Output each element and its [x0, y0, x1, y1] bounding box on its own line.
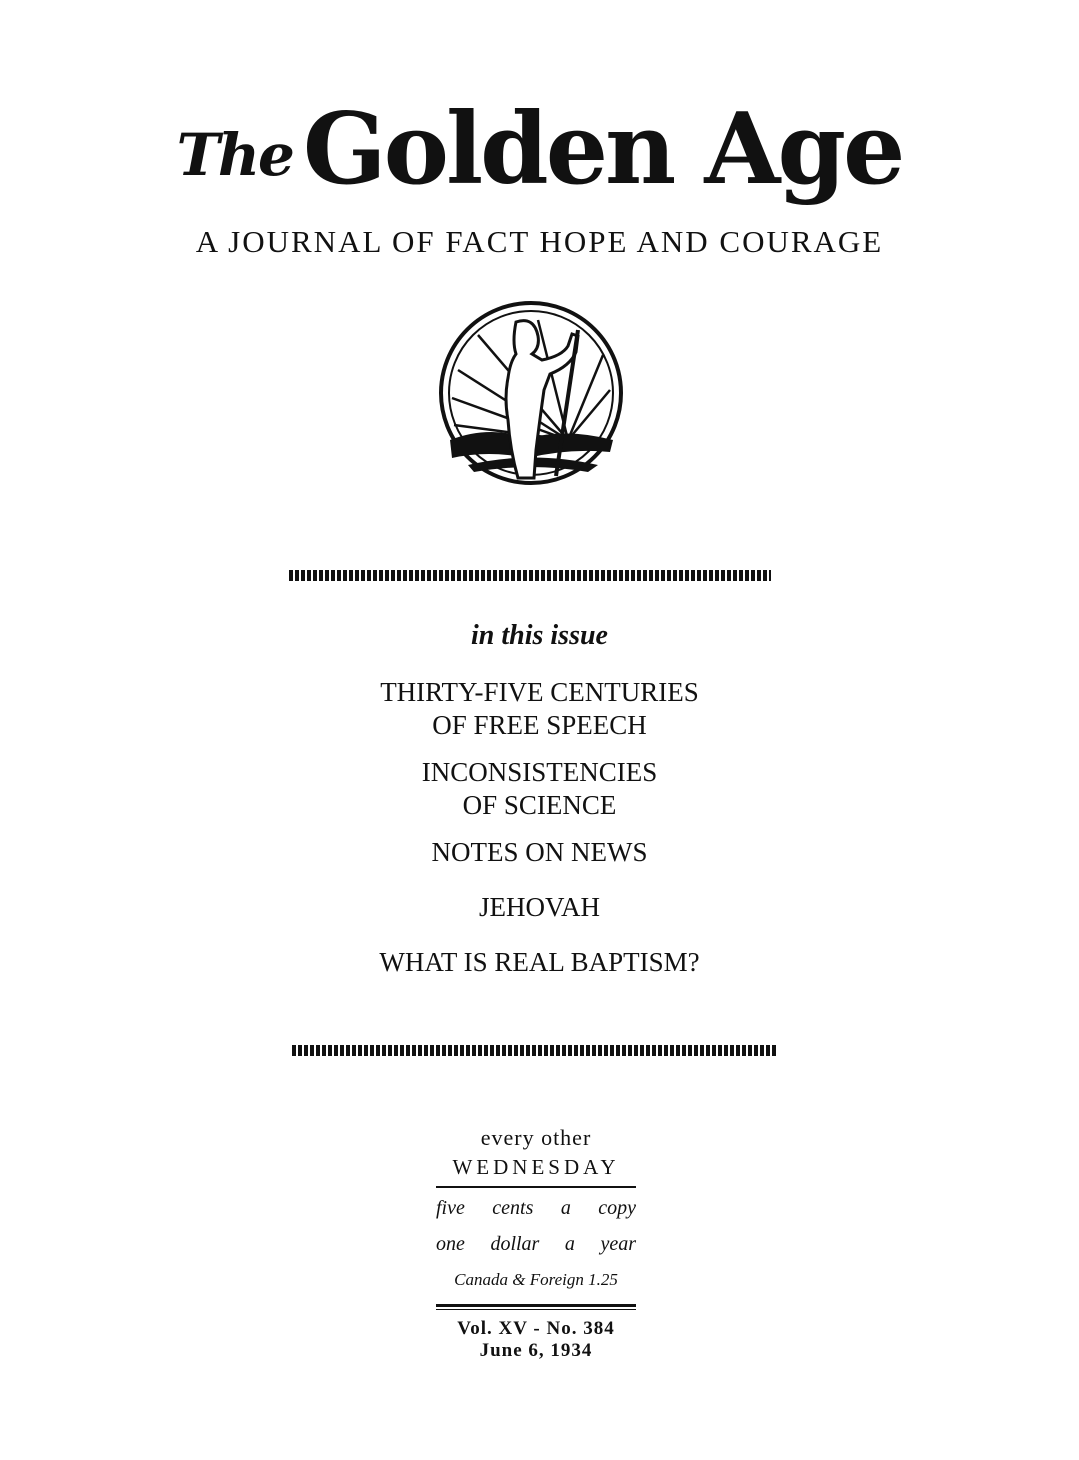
masthead [0, 92, 1079, 207]
issue-heading: in this issue [471, 620, 608, 651]
price-foreign: Canada & Foreign 1.25 [454, 1270, 618, 1289]
article-list [0, 676, 1079, 993]
masthead-title: Golden Age [302, 92, 903, 207]
price-per-year: one dollar a year [436, 1233, 636, 1255]
price-per-copy: five cents a copy [436, 1197, 636, 1219]
masthead-the: The [176, 121, 293, 189]
article-item: JEHOVAH [478, 892, 600, 922]
publication-info [436, 1125, 636, 1362]
top-divider [289, 570, 771, 581]
bottom-divider [292, 1045, 776, 1056]
emblem-illustration [438, 300, 624, 486]
masthead-subtitle: A JOURNAL OF FACT HOPE AND COURAGE [195, 224, 884, 259]
volume-number: Vol. XV - No. 384 [457, 1318, 615, 1339]
article-item: INCONSISTENCIES OF SCIENCE [421, 757, 658, 820]
publication-day: WEDNESDAY [436, 1155, 636, 1188]
article-item: THIRTY-FIVE CENTURIES OF FREE SPEECH [380, 677, 699, 740]
double-rule [436, 1304, 636, 1310]
frequency-text: every other [480, 1125, 592, 1150]
article-item: NOTES ON NEWS [431, 837, 648, 867]
article-item: WHAT IS REAL BAPTISM? [379, 947, 700, 977]
issue-date: June 6, 1934 [479, 1340, 593, 1361]
